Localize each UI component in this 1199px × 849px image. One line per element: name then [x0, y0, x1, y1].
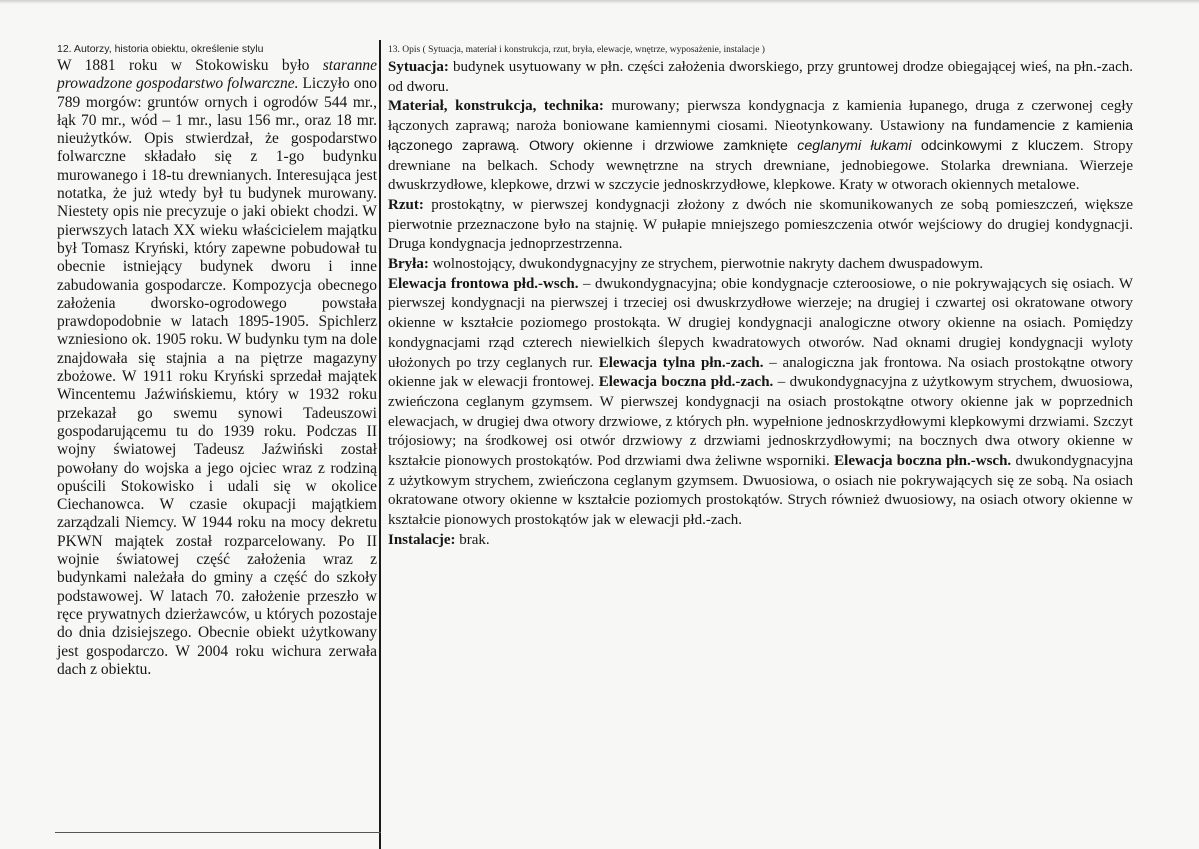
- bryla-text: wolnostojący, dwukondygnacyjny ze strychem, pierwotnie nakryty dachem dwuspadowym.: [428, 256, 984, 273]
- description-text: [388, 58, 1133, 551]
- description-section: [388, 42, 1133, 551]
- boczna1-text: – dwukondygnacyjna z użytkowym strychem, dwuosiowa, zwieńczona ceglanym gzymsem. W pierwszej kondygnacji na osiach prostokątne otwory okienne jak w poprzednich elewacjach, w drugiej dwa otwory drzwiowe, z których płn. wypełnione jednoskrzydłowymi klepkowymi drzwiami. Szczyt trójosiowy; na środkowej osi otwór drzwiowy z drzwiami jednoskrzydłowymi; na bocznych dwa otwory okienne w kształcie pionowych prostokątów. Pod drzwiami dwa żeliwne wsporniki.: [388, 374, 1133, 470]
- history-paragraph: [57, 57, 377, 679]
- instalacje-text: brak.: [455, 531, 490, 548]
- bottom-rule: [55, 832, 381, 833]
- tylna-text: – analogiczna jak frontowa. Na osiach prostokątne otwory okienne jak w elewacji frontowej.: [388, 354, 1133, 391]
- bryla-label: Bryła:: [388, 256, 429, 273]
- bryla-paragraph: [388, 255, 1133, 275]
- rzut-text: prostokątny, w pierwszej kondygnacji złożony z dwóch nie skomunikowanych ze sobą pomieszczeń, większe pierwotnie przeznaczone było na stajnię. W pułapie mniejszego pomieszczenia otwór wejściowy do drugiej kondygnacji. Druga kondygnacja jednoprzestrzenna.: [388, 196, 1133, 253]
- scan-edge: [0, 0, 1199, 4]
- history-section: [57, 42, 377, 679]
- history-text-a: W 1881 roku w Stokowisku było: [57, 57, 323, 74]
- material-text-italic: ceglanymi łukami: [797, 137, 912, 154]
- material-text-a: murowany; pierwsza kondygnacja z kamienia łupanego, druga z czerwonej cegły łączonych zaprawą; naroża boniowane kamiennymi ciosami. Nieotynkowany. Ustawiony: [388, 98, 1133, 135]
- section-13-header: 13. Opis ( Sytuacja, materiał i konstrukcja, rzut, bryła, elewacje, wnętrze, wyposażenie, instalacje ): [388, 45, 765, 55]
- rzut-paragraph: [388, 196, 1133, 255]
- column-divider: [379, 40, 381, 849]
- instalacje-paragraph: [388, 531, 1133, 551]
- elewacje-paragraph: [388, 275, 1133, 531]
- instalacje-label: Instalacje:: [388, 531, 456, 548]
- sytuacja-label: Sytuacja:: [388, 59, 449, 75]
- sytuacja-paragraph: [388, 58, 1133, 97]
- history-text-b: Liczyło ono 789 morgów: gruntów ornych i ogrodów 544 mr., łąk 70 mr., wód – 1 mr., lasu 156 mr., oraz 18 mr. nieużytków. Opis stwierdzał, że gospodarstwo folwarczne składało się z 1-go budynku murowanego i 18-tu drewnianych. Interesująca jest notatka, że już wtedy był tu budynek murowany. Niestety opis nie precyzuje o jaki obiekt chodzi. W pierwszych latach XX wieku właścicielem majątku był Tomasz Kryński, który zapewne pobudował tu obecnie istniejący budynek dworu i inne zabudowania gospodarcze. Kompozycja obecnego założenia dworsko-ogrodowego powstała prawdopodobnie w latach 1895-1905. Spichlerz wzniesiono ok. 1905 roku. W budynku tym na dole znajdowała się stajnia a na piętrze magazyny zbożowe. W 1911 roku Kryński sprzedał majątek Wincentemu Jaźwińskiemu, który w 1932 roku przekazał go swemu synowi Tadeuszowi gospodarującemu tu do 1939 roku. Podczas II wojny światowej Tadeusz Jaźwiński został powołany do wojska a jego ojciec wraz z rodziną opuścili Stokowisko i udali się w okolice Ciechanowca. W czasie okupacji majątkiem zarządzali Niemcy. W 1944 roku na mocy dekretu PKWN majątek został rozparcelowany. Po II wojnie światowej część założenia wraz z budynkami należała do gminy a część do szkoły podstawowej. W latach 70. założenie przeszło w ręce prywatnych dzierżawców, u których pozostaje do dnia dzisiejszego. Obecnie obiekt użytkowany jest gospodarczo. W 2004 roku wichura zerwała dach z obiektu.: [57, 75, 377, 678]
- sytuacja-text: budynek usytuowany w płn. części założenia dworskiego, przy gruntowej drodze obiegającej wieś, na płn.-zach. od dworu.: [388, 59, 1133, 95]
- material-text-sans2: odcinkowymi z kluczem.: [911, 137, 1084, 154]
- history-text: [57, 57, 377, 679]
- material-text-sans: na fundamencie z kamienia łączonego zaprawą. Otwory okienne i drzwiowe zamknięte: [388, 118, 1133, 154]
- material-paragraph: [388, 97, 1133, 196]
- boczna2-text: dwukondygnacyjna z użytkowym strychem, zwieńczona ceglanym gzymsem. Dwuosiowa, o osiach nie pokrywających się ze sobą. Na osiach okratowane otwory okienne w kształcie poziomych prostokątów. Strych również dwuosiowy, na osiach otwory okienne w kształcie pionowych prostokątów jak w elewacji płd.-zach.: [388, 453, 1133, 529]
- material-label: Materiał, konstrukcja, technika:: [388, 98, 604, 115]
- tylna-label: Elewacja tylna płn.-zach.: [598, 354, 764, 371]
- boczna1-label: Elewacja boczna płd.-zach.: [598, 374, 774, 391]
- material-text-b: Stropy drewniane na belkach. Schody wewnętrzne na strych drewniane, jednobiegowe. Stolarka drewniana. Wierzeje dwuskrzydłowe, klepkowe, drzwi w szczycie jednoskrzydłowe, klepkowe. Kraty w otworach okiennych metalowe.: [388, 137, 1133, 194]
- rzut-label: Rzut:: [388, 196, 424, 213]
- section-12-header: 12. Autorzy, historia obiektu, określenie stylu: [57, 43, 264, 55]
- front-text: – dwukondygnacyjna; obie kondygnacje czteroosiowe, o nie pokrywających się osiach. W pierwszej kondygnacji na pierwszej i trzeciej osi dwuskrzydłowe wierzeje; na drugiej i czwartej osi okratowane otwory okienne w kształcie poziomego prostokąta. W drugiej kondygnacji analogiczne otwory okienne na osiach. Pomiędzy kondygnacjami rząd czterech niewielkich ślepych kwadratowych otworów. Nad oknami drugiej kondygnacji wyloty ułożonych po trzy ceglanych rur.: [388, 275, 1133, 371]
- front-label: Elewacja frontowa płd.-wsch.: [388, 275, 579, 292]
- history-text-italic: staranne prowadzone gospodarstwo folwarczne.: [57, 57, 377, 93]
- boczna2-label: Elewacja boczna płn.-wsch.: [834, 453, 1012, 470]
